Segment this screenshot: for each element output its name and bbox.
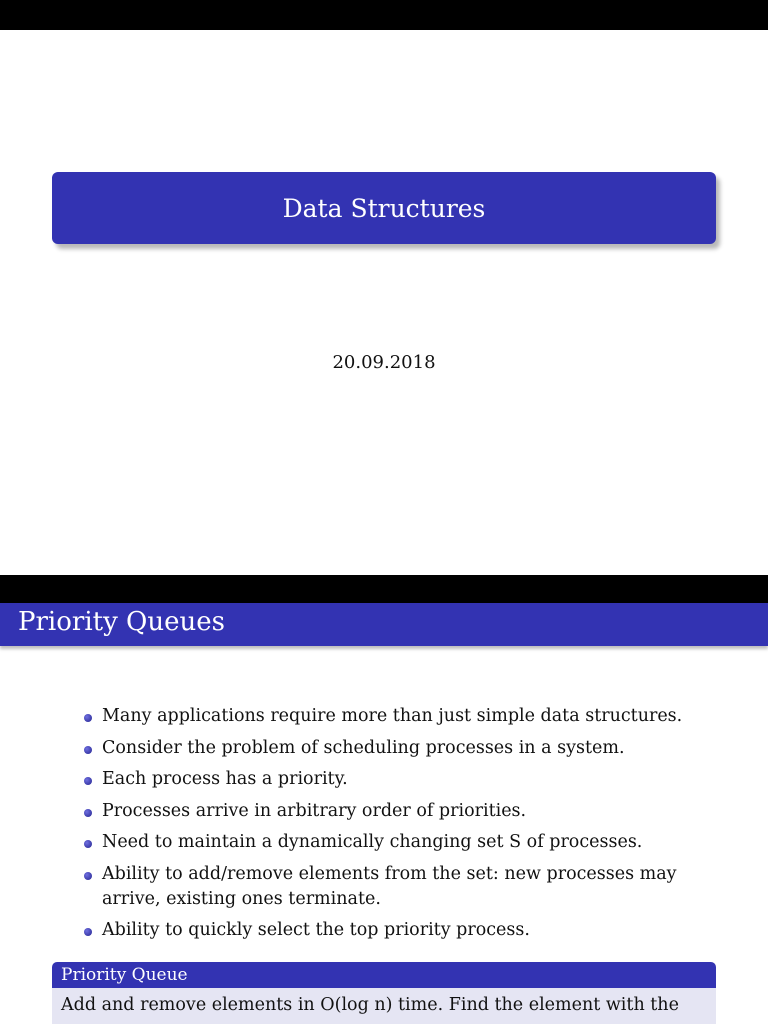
frame-title: Priority Queues (18, 607, 225, 637)
bullet-icon (84, 809, 92, 817)
presentation-date: 20.09.2018 (332, 352, 436, 373)
list-item-text: Each process has a priority. (102, 769, 348, 789)
frame-title-bar (0, 603, 768, 646)
bullet-icon (84, 928, 92, 936)
bullet-icon (84, 777, 92, 785)
bullet-list (80, 704, 720, 950)
bullet-icon (84, 746, 92, 754)
list-item (80, 767, 720, 792)
block-body: Add and remove elements in O(log n) time. Find the element with the (52, 988, 716, 1024)
list-item (80, 830, 720, 855)
list-item-text: Ability to quickly select the top priority process. (102, 920, 530, 940)
list-item-text: Ability to add/remove elements from the set: new processes may arrive, existing ones terminate. (102, 863, 677, 909)
list-item (80, 862, 720, 912)
bullet-icon (84, 714, 92, 722)
definition-block (52, 962, 716, 1024)
list-item (80, 704, 720, 729)
list-item (80, 918, 720, 943)
presentation-title: Data Structures (282, 193, 486, 223)
list-item-text: Many applications require more than just simple data structures. (102, 706, 683, 726)
bullet-icon (84, 872, 92, 880)
title-box (52, 172, 716, 244)
list-item-text: Processes arrive in arbitrary order of priorities. (102, 800, 527, 821)
bullet-icon (84, 840, 92, 848)
list-item (80, 799, 720, 824)
top-black-bar (0, 0, 768, 30)
list-item (80, 736, 720, 761)
block-title: Priority Queue (52, 962, 716, 988)
slide-separator-bar (0, 575, 768, 603)
list-item-text: Consider the problem of scheduling processes in a system. (102, 737, 625, 758)
list-item-text: Need to maintain a dynamically changing set S of processes. (102, 832, 643, 852)
